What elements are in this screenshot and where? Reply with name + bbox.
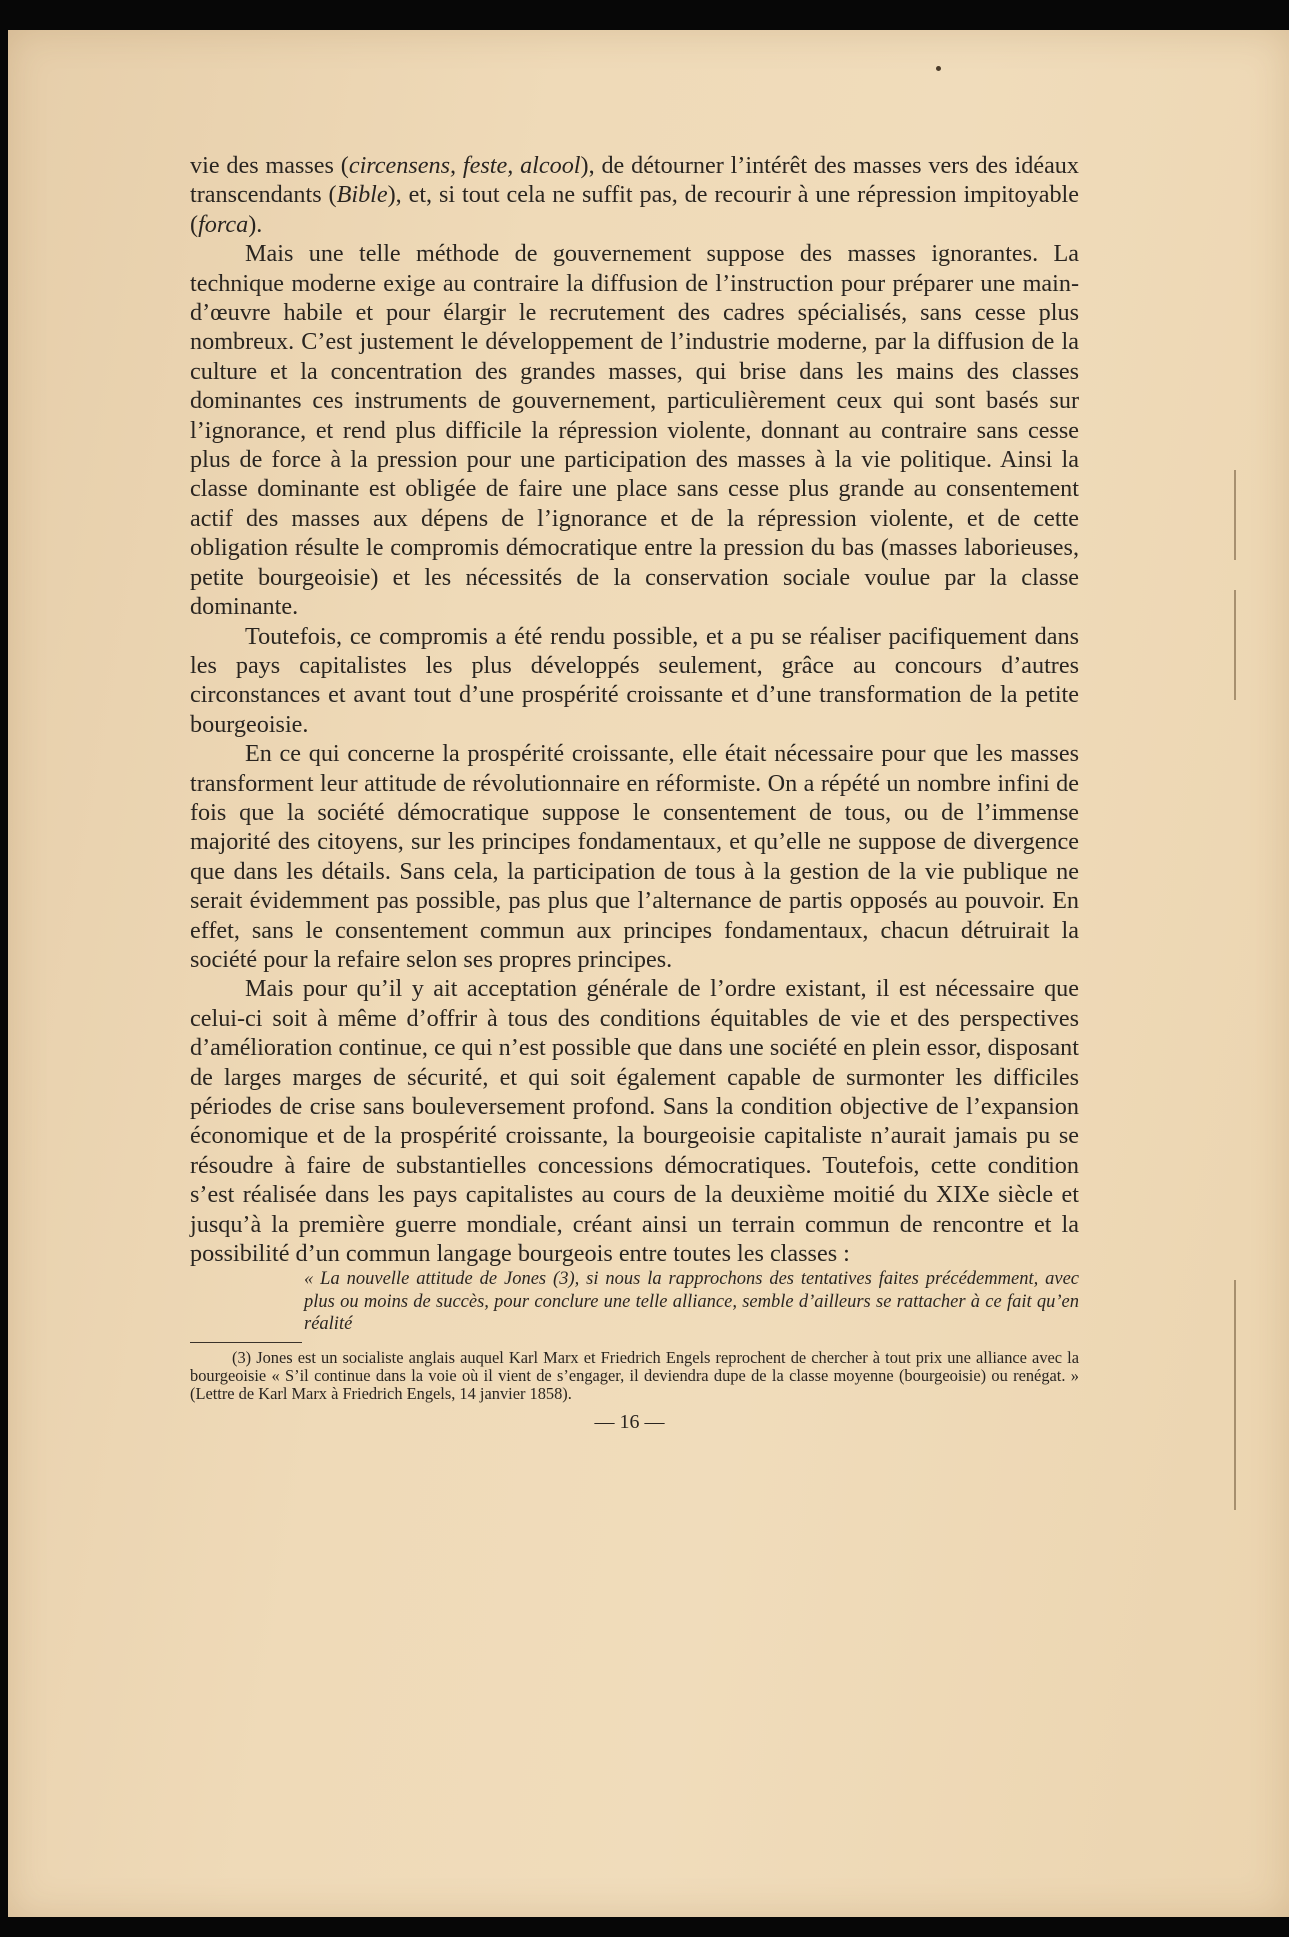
paragraph-1 xyxy=(190,151,1079,239)
binding-mark-2 xyxy=(1234,590,1236,700)
paragraph-1-text-b: ), de détourner l’intérêt des masses vers des idéaux transcendants ( xyxy=(190,152,1079,209)
footnote-rule xyxy=(190,1342,302,1343)
paragraph-1-italic-a: circensens, feste, alcool xyxy=(348,152,581,179)
block-quote: « La nouvelle attitude de Jones (3), si nous la rapprochons des tentatives faites précédemment, avec plus ou moins de succès, pour conclure une telle alliance, semble d’ailleurs se rattacher à ce fait qu’en réalité xyxy=(304,1269,1079,1335)
paragraph-5: Mais pour qu’il y ait acceptation générale de l’ordre existant, il est nécessaire que celui-ci soit à même d’offrir à tous des conditions équitables de vie et des perspectives d’amélioration continue, ce qui n’est possible que dans une société en plein essor, disposant de larges marges de sécurité, et qui soit également capable de surmonter les difficiles périodes de crise sans bouleversement profond. Sans la condition objective de l’expansion économique et de la prospérité croissante, la bourgeoisie capitaliste n’aurait jamais pu se résoudre à faire de substantielles concessions démocratiques. Toutefois, cette condition s’est réalisée dans les pays capitalistes au cours de la deuxième moitié du XIXe siècle et jusqu’à la première guerre mondiale, créant ainsi un terrain commun de rencontre et la possibilité d’un commun langage bourgeois entre toutes les classes : xyxy=(190,975,1079,1268)
page-number: — 16 — xyxy=(594,1410,665,1433)
paragraph-1-text-c: ), et, si tout cela ne suffit pas, de recourir à une répression impitoyable ( xyxy=(190,181,1079,238)
paragraph-1-italic-b: Bible xyxy=(336,181,388,209)
binding-mark-1 xyxy=(1234,470,1236,560)
binding-mark-3 xyxy=(1234,1280,1236,1510)
paragraph-3: Toutefois, ce compromis a été rendu possible, et a pu se réaliser pacifiquement dans les pays capitalistes les plus développés seulement, grâce au concours d’autres circonstances et avant tout d’une prospérité croissante et d’une transformation de la petite bourgeoisie. xyxy=(190,622,1079,738)
paragraph-1-italic-c: forca xyxy=(198,210,249,238)
paragraph-1-text-a: vie des masses ( xyxy=(190,152,349,179)
ink-speck xyxy=(936,66,941,71)
page-text-block xyxy=(190,151,1079,1434)
paragraph-4: En ce qui concerne la prospérité croissante, elle était nécessaire pour que les masses transforment leur attitude de révolutionnaire en réformiste. On a répété un nombre infini de fois que la société démocratique suppose le consentement de tous, ou de l’immense majorité des citoyens, sur les principes fondamentaux, et qu’elle ne suppose de divergence que dans les détails. Sans cela, la participation de tous à la gestion de la vie publique ne serait évidemment pas possible, pas plus que l’alternance de partis opposés au pouvoir. En effet, sans le consentement commun aux principes fondamentaux, chacun détruirait la société pour la refaire selon ses propres principes. xyxy=(190,740,1079,973)
footnote: (3) Jones est un socialiste anglais auquel Karl Marx et Friedrich Engels reprochent de chercher à tout prix une alliance avec la bourgeoisie « S’il continue dans la voie où il vient de s’engager, il deviendra dupe de la classe moyenne (bourgeoisie) ou renégat. » (Lettre de Karl Marx à Friedrich Engels, 14 janvier 1858). xyxy=(190,1347,1079,1403)
paragraph-2: Mais une telle méthode de gouvernement suppose des masses ignorantes. La technique moderne exige au contraire la diffusion de l’instruction pour préparer une main-d’œuvre habile et pour élargir le recrutement des cadres spécialisés, sans cesse plus nombreux. C’est justement le développement de l’industrie moderne, par la diffusion de la culture et la concentration des grandes masses, qui brise dans les mains des classes dominantes ces instruments de gouvernement, particulièrement ceux qui sont basés sur l’ignorance, et rend plus difficile la répression violente, donnant au contraire sans cesse plus de force à la pression pour une participation des masses à la vie politique. Ainsi la classe dominante est obligée de faire une place sans cesse plus grande au consentement actif des masses aux dépens de l’ignorance et de la répression violente, et de cette obligation résulte le compromis démocratique entre la pression du bas (masses laborieuses, petite bourgeoisie) et les nécessités de la conservation sociale voulue par la classe dominante. xyxy=(190,240,1079,621)
paragraph-1-text-d: ). xyxy=(248,210,263,238)
